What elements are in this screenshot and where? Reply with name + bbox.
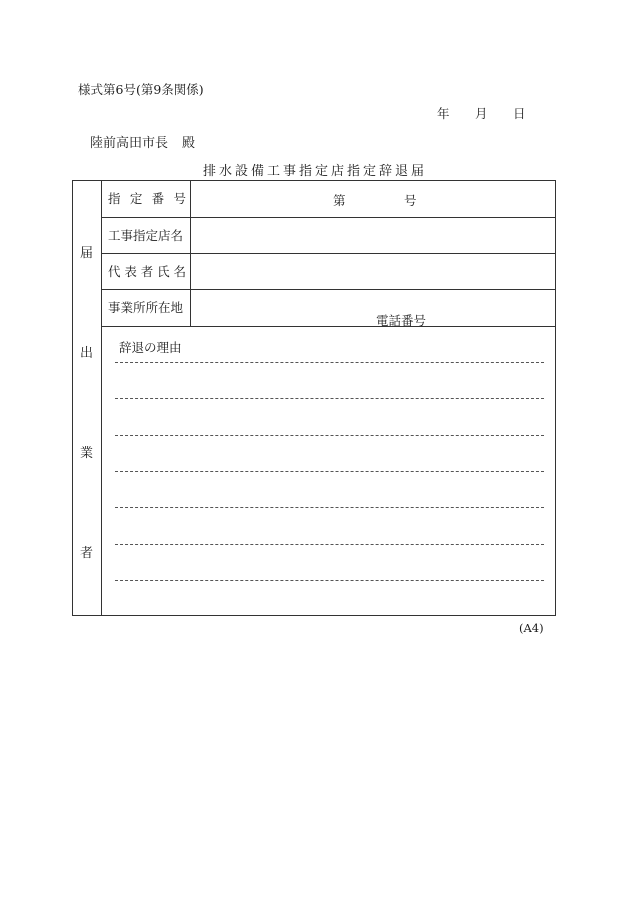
label-char: 氏 — [157, 264, 170, 279]
label-column-divider — [190, 180, 191, 326]
label-char: 代 — [108, 264, 121, 279]
addressee-honorific: 殿 — [182, 136, 196, 151]
form-number: 様式第6号(第9条関係) — [78, 82, 204, 97]
label-char: 表 — [124, 264, 137, 279]
side-label-char: 出 — [79, 346, 93, 361]
date-line — [437, 104, 526, 122]
label-char: 指 — [108, 191, 121, 206]
office-address-label: 事業所所在地 — [108, 300, 184, 315]
reason-label: 辞退の理由 — [119, 340, 182, 355]
reason-line — [115, 398, 544, 399]
reason-line — [115, 544, 544, 545]
store-name-label: 工事指定店名 — [108, 228, 184, 243]
label-char: 者 — [140, 264, 154, 279]
date-month-label: 月 — [475, 106, 488, 121]
date-day-label: 日 — [513, 106, 526, 121]
phone-number-label: 電話番号 — [376, 313, 427, 328]
designation-number-label — [108, 190, 186, 208]
document-title: 排水設備工事指定店指定辞退届 — [202, 164, 427, 179]
paper-size-note: (A4) — [519, 621, 544, 635]
label-char: 号 — [173, 191, 186, 206]
addressee-name: 陸前高田市長 — [90, 136, 169, 151]
row-divider — [102, 326, 556, 327]
row-divider — [102, 253, 556, 254]
reason-line — [115, 471, 544, 472]
date-year-label: 年 — [437, 106, 450, 121]
reason-line — [115, 580, 544, 581]
row-divider — [102, 217, 556, 218]
applicant-side-column — [72, 180, 102, 616]
row-divider — [102, 289, 556, 290]
side-label-char: 者 — [79, 546, 93, 561]
side-label-char: 届 — [79, 246, 93, 261]
reason-line — [115, 362, 544, 363]
addressee — [90, 132, 195, 151]
label-char: 定 — [129, 191, 143, 206]
label-char: 名 — [173, 264, 186, 279]
reason-line — [115, 507, 544, 508]
side-label-char: 業 — [79, 446, 93, 461]
representative-name-label — [108, 263, 186, 281]
designation-number-prefix: 第 — [333, 193, 346, 208]
reason-line — [115, 435, 544, 436]
label-char: 番 — [151, 191, 165, 206]
designation-number-suffix: 号 — [404, 193, 417, 208]
